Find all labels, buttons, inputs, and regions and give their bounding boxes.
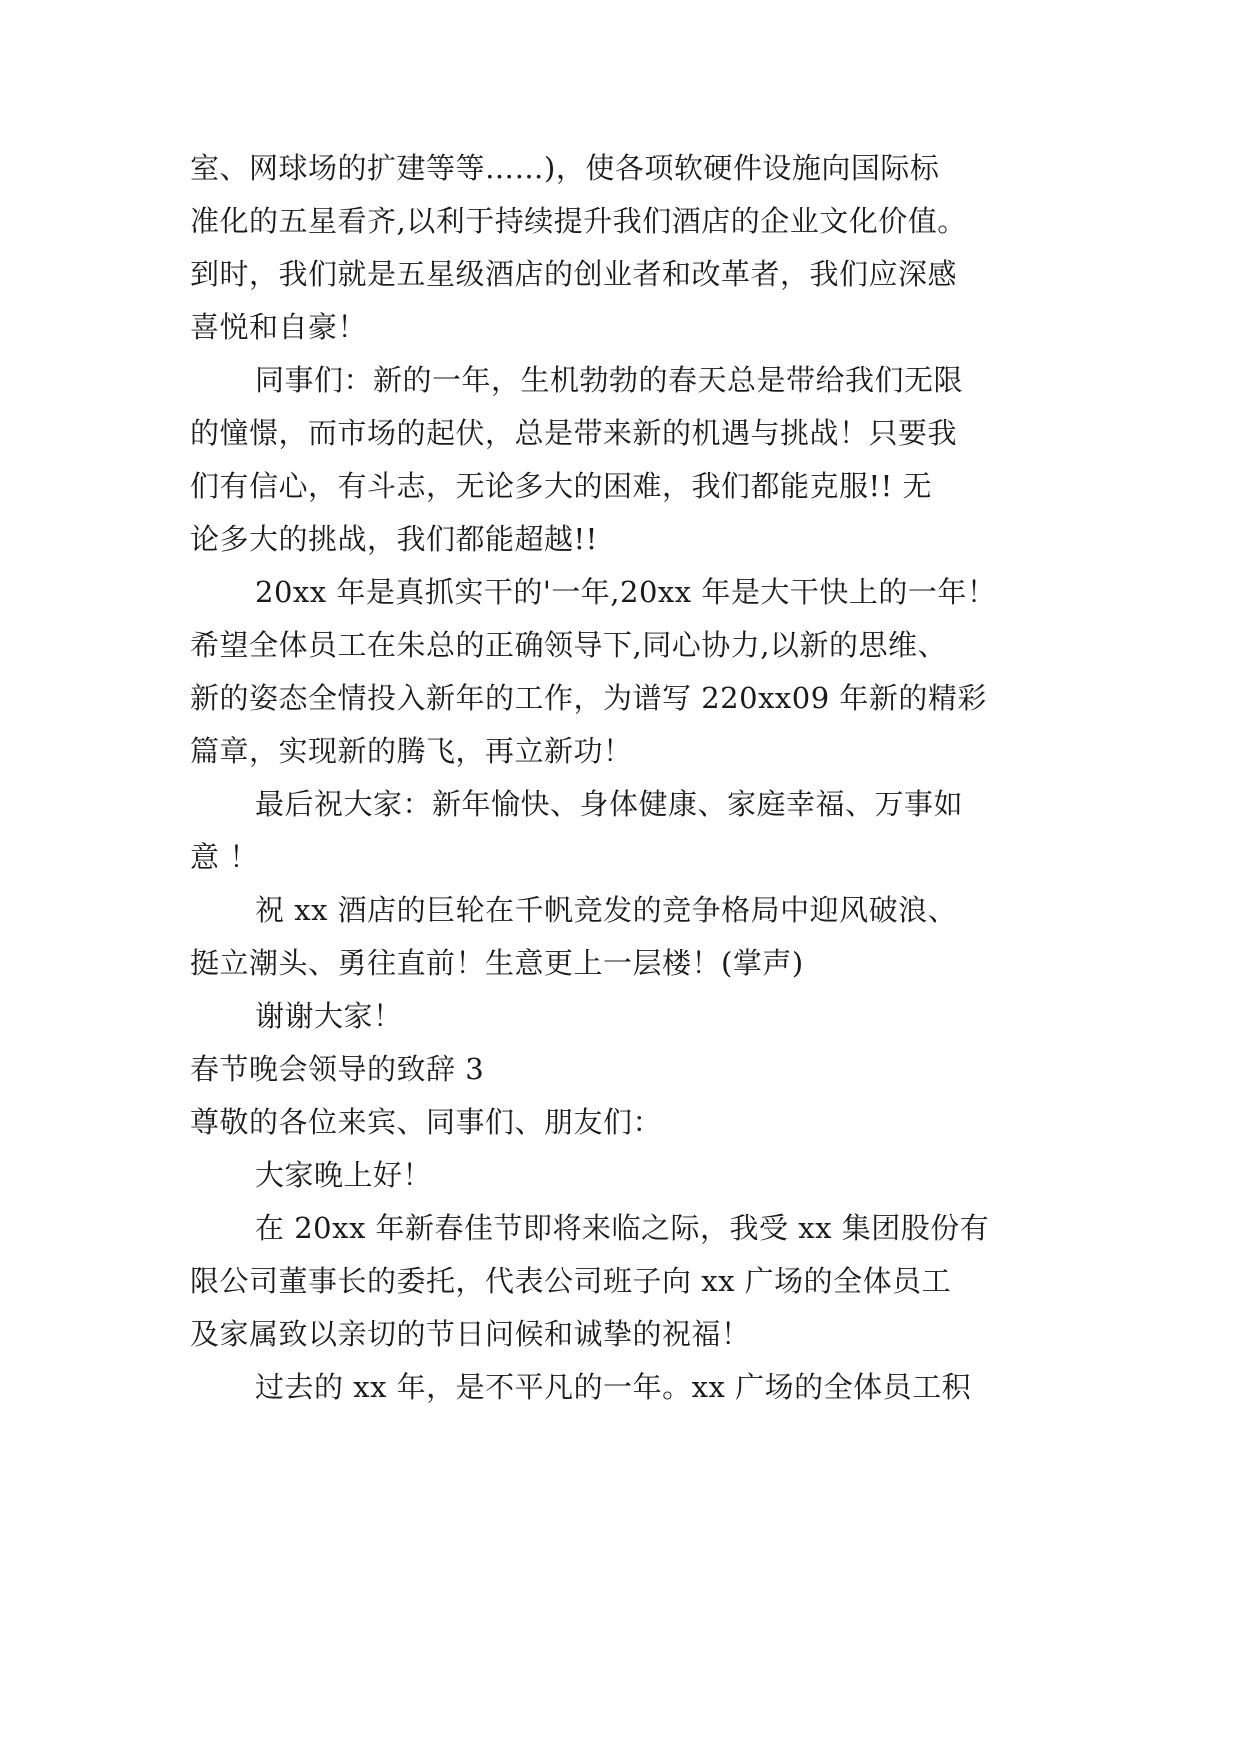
text-line: 意 ！	[190, 840, 259, 874]
paragraph-start-line: 祝 xx 酒店的巨轮在千帆竞发的竞争格局中迎风破浪、	[255, 893, 958, 927]
text-line: 室、网球场的扩建等等……)，使各项软硬件设施向国际标	[190, 151, 940, 185]
text-line: 篇章，实现新的腾飞，再立新功！	[190, 734, 633, 768]
text-line: 希望全体员工在朱总的正确领导下,同心协力,以新的思维、	[190, 628, 947, 662]
paragraph-start-line: 过去的 xx 年，是不平凡的一年。xx 广场的全体员工积	[255, 1370, 972, 1404]
text-line: 论多大的挑战，我们都能超越!!	[190, 522, 598, 556]
paragraph-start-line: 谢谢大家！	[255, 999, 403, 1033]
text-line: 新的姿态全情投入新年的工作，为谱写 220xx09 年新的精彩	[190, 681, 987, 715]
text-line: 喜悦和自豪！	[190, 310, 368, 344]
text-line: 挺立潮头、勇往直前！生意更上一层楼！(掌声)	[190, 946, 804, 980]
paragraph-start-line: 大家晚上好！	[255, 1158, 433, 1192]
text-line: 准化的五星看齐,以利于持续提升我们酒店的企业文化价值。	[190, 204, 967, 238]
paragraph-start-line: 同事们：新的一年，生机勃勃的春天总是带给我们无限	[255, 363, 964, 397]
text-line: 的憧憬，而市场的起伏，总是带来新的机遇与挑战！只要我	[190, 416, 958, 450]
paragraph-start-line: 在 20xx 年新春佳节即将来临之际，我受 xx 集团股份有	[255, 1211, 990, 1245]
salutation-line: 尊敬的各位来宾、同事们、朋友们：	[190, 1105, 663, 1139]
section-heading: 春节晚会领导的致辞 3	[190, 1052, 485, 1086]
text-line: 们有信心，有斗志，无论多大的困难，我们都能克服!! 无	[190, 469, 933, 503]
text-line: 限公司董事长的委托，代表公司班子向 xx 广场的全体员工	[190, 1264, 952, 1298]
text-line: 及家属致以亲切的节日问候和诚挚的祝福！	[190, 1317, 751, 1351]
text-line: 到时，我们就是五星级酒店的创业者和改革者，我们应深感	[190, 257, 958, 291]
paragraph-start-line: 20xx 年是真抓实干的'一年,20xx 年是大干快上的一年！	[255, 575, 997, 609]
paragraph-start-line: 最后祝大家：新年愉快、身体健康、家庭幸福、万事如	[255, 787, 964, 821]
